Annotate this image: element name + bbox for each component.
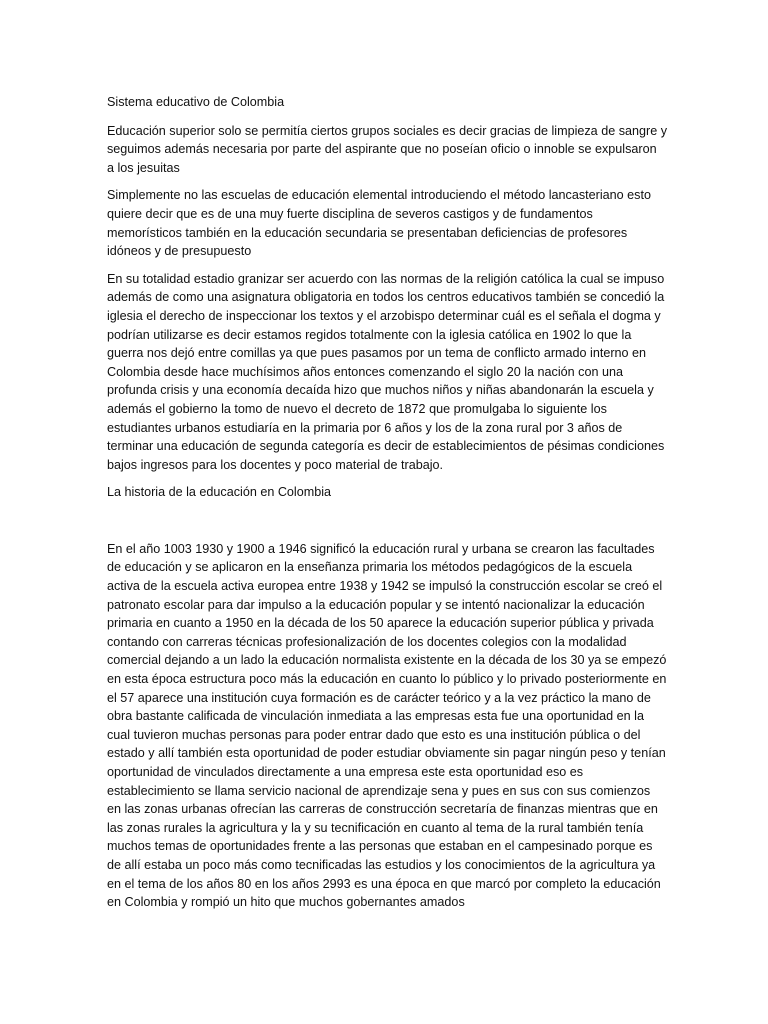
document-title: Sistema educativo de Colombia [107, 95, 285, 109]
paragraph-metodo-lancasteriano: Simplemente no las escuelas de educación elemental introduciendo el método lancasteriano esto quiere decir que es de una muy fuerte disciplina de severos castigos y de fundamentos memorísticos también en la educación secundaria se presentaban deficiencias de profesores idóneos y de presupuesto [107, 188, 651, 259]
document-page [107, 93, 667, 921]
paragraph-historia: En el año 1003 1930 y 1900 a 1946 significó la educación rural y urbana se crearon las facultades de educación y se aplicaron en la enseñanza primaria los métodos pedagógicos de la escuela activa de la escuela activa europea entre 1938 y 1942 se impulsó la construcción escolar se creó el patronato escolar para dar impulso a la educación popular y se intentó nacionalizar la educación primaria en cuanto a 1950 en la década de los 50 aparece la educación superior pública y privada contando con carreras técnicas profesionalización de los docentes colegios con la modalidad comercial dejando a un lado la educación normalista existente en la década de los 30 ya se empezó en esta época estructura poco más la educación en cuanto lo público y lo privado posteriormente en el 57 aparece una institución cuya formación es de carácter teórico y a la vez práctico la mano de obra bastante calificada de vinculación inmediata a las empresas esta fue una oportunidad en la cual tuvieron muchas personas para poder entrar dado que esto es una institución pública o del estado y allí también esta oportunidad de poder estudiar obviamente sin pagar ningún peso y tenían oportunidad de vinculados directamente a una empresa este esta oportunidad eso es establecimiento se llama servicio nacional de aprendizaje sena y pues en sus con sus comienzos en las zonas urbanas ofrecían las carreras de construcción secretaría de finanzas mientras que en las zonas rurales la agricultura y la y su tecnificación en cuanto al tema de la rural también tenía muchos temas de oportunidades frente a las personas que estaban en el campesinado porque es de allí estaba un poco más como tecnificadas las estudios y los conocimientos de la agricultura ya en el tema de los años 80 en los años 2993 es una época en que marcó por completo la educación en Colombia y rompió un hito que muchos gobernantes amados [107, 541, 667, 910]
section-subtitle: La historia de la educación en Colombia [107, 485, 332, 500]
blank-gap [107, 502, 667, 540]
paragraph-limpieza-de-sangre: Educación superior solo se permitía ciertos grupos sociales es decir gracias de limpieza de sangre y seguimos además necesaria por parte del aspirante que no poseían oficio o innoble se expulsaron a los jesuitas [107, 123, 667, 175]
paragraph-religion-catolica: En su totalidad estadio granizar ser acuerdo con las normas de la religión católica la cual se impuso además de como una asignatura obligatoria en todos los centros educativos también se concedió la iglesia el derecho de inspeccionar los textos y el arzobispo determinar cuál es el señala el dogma y podrían utilizarse es decir estamos regidos totalmente con la iglesia católica en 1902 lo que la guerra nos dejó entre comillas ya que pues pasamos por un tema de conflicto armado interno en Colombia desde hace muchísimos años entonces comenzando el siglo 20 la nación con una profunda crisis y una economía decaída hizo que muchos niños y niñas abandonarán la escuela y además el gobierno la tomo de nuevo el decreto de 1872 que promulgaba lo siguiente los estudiantes urbanos estudiaría en la primaria por 6 años y los de la zona rural por 3 años de terminar una educación de segunda categoría es decir de establecimientos de pésimas condiciones bajos ingresos para los docentes y poco material de trabajo. [107, 271, 665, 472]
